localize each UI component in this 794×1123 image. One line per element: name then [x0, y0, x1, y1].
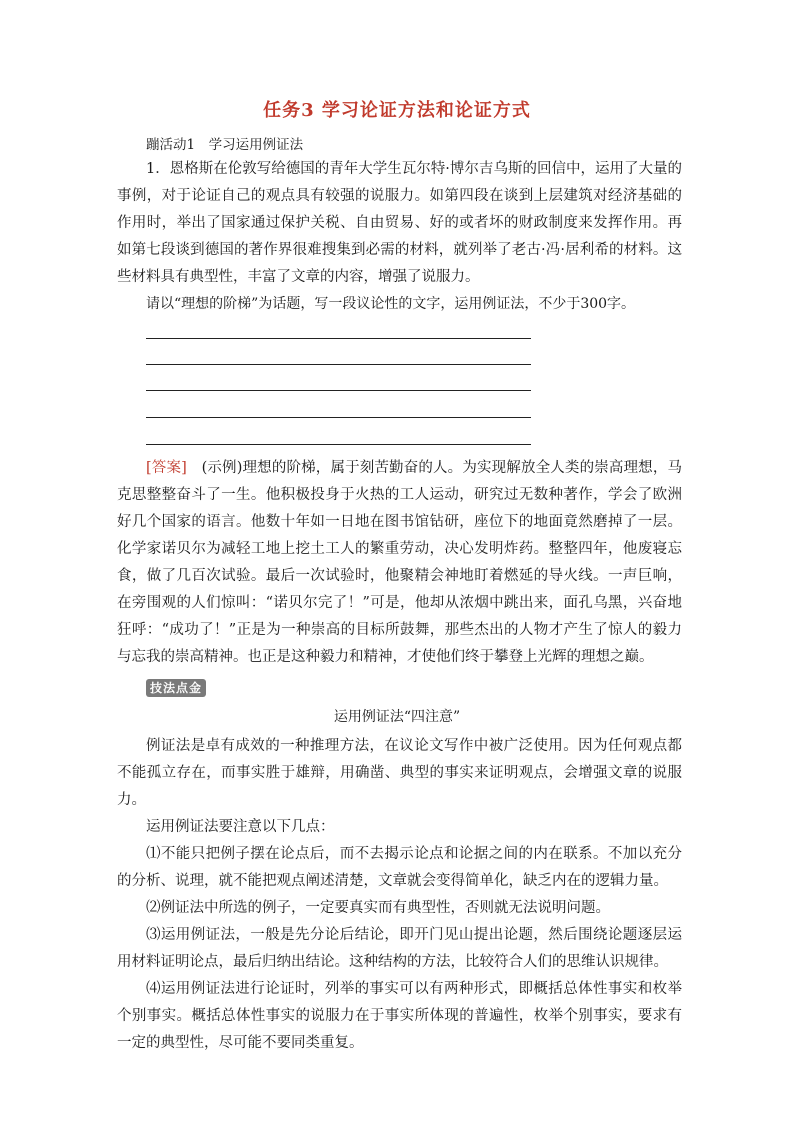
answer-paragraph — [117, 455, 682, 671]
answer-text: (示例)理想的阶梯，属于刻苦勤奋的人。为实现解放全人类的崇高理想，马克思整整奋斗了一生。他积极投身于火热的工人运动，研究过无数种著作，学会了欧洲好几个国家的语言。他数十年如一日地在图书馆钻研，座位下的地面竟然磨掉了一层。化学家诺贝尔为减轻工地上挖土工人的繁重劳动，决心发明炸药。整整四年，他废寝忘食，做了几百次试验。最后一次试验时，他聚精会神地盯着燃延的导火线。一声巨响，在旁围观的人们惊叫：“诺贝尔完了！”可是，他却从浓烟中跳出来，面孔乌黑，兴奋地狂呼：“成功了！”正是为一种崇高的目标所鼓舞，那些杰出的人物才产生了惊人的毅力与忘我的崇高精神。也正是这种毅力和精神，才使他们终于攀登上光辉的理想之巅。 — [117, 460, 682, 665]
body-paragraph: 例证法是卓有成效的一种推理方法，在议论文写作中被广泛使用。因为任何观点都不能孤立存在，而事实胜于雄辩，用确凿、典型的事实来证明观点，会增强文章的说服力。 — [117, 738, 682, 808]
answer-line — [146, 338, 531, 339]
answer-tag: [答案] — [146, 460, 187, 476]
answer-line — [146, 364, 531, 365]
technique-section — [117, 733, 682, 1057]
body-paragraph: ⑷运用例证法进行论证时，列举的事实可以有两种形式，即概括总体性事实和枚举个别事实。概括总体性事实的说服力在于事实所体现的普遍性，枚举个别事实，要求有一定的典型性，尽可能不要同类重复。 — [117, 981, 682, 1051]
answer-line — [146, 390, 531, 391]
body-paragraph: ⑶运用例证法，一般是先分论后结论，即开门见山提出论题，然后围绕论题逐层运用材料证明论点，最后归纳出结论。这种结构的方法，比较符合人们的思维认识规律。 — [117, 927, 682, 970]
intro-paragraph: 1．恩格斯在伦敦写给德国的青年大学生瓦尔特·博尔吉乌斯的回信中，运用了大量的事例，对于论证自己的观点具有较强的说服力。如第四段在谈到上层建筑对经济基础的作用时，举出了国家通过保护关税、自由贸易、好的或者坏的财政制度来发挥作用。再如第七段谈到德国的著作界很难搜集到必需的材料，就列举了老古·冯·居利希的材料。这些材料具有典型性，丰富了文章的内容，增强了说服力。 — [117, 161, 682, 285]
answer-section — [117, 455, 682, 671]
answer-line — [146, 417, 531, 418]
page-title: 任务3 学习论证方法和论证方式 — [263, 100, 531, 121]
section-subtitle: 运用例证法“四注意” — [333, 709, 461, 725]
answer-line — [146, 444, 531, 445]
writing-prompt: 请以“理想的阶梯”为话题，写一段议论性的文字，运用例证法，不少于300字。 — [146, 296, 636, 312]
body-paragraph: 运用例证法要注意以下几点： — [146, 819, 335, 835]
body-paragraph: ⑵例证法中所选的例子，一定要真实而有典型性，否则就无法说明问题。 — [146, 900, 610, 916]
technique-badge: 技法点金 — [146, 679, 206, 697]
activity-heading: 蹦活动1 学习运用例证法 — [146, 137, 304, 153]
body-paragraph: ⑴不能只把例子摆在论点后，而不去揭示论点和论据之间的内在联系。不加以充分的分析、说理，就不能把观点阐述清楚，文章就会变得简单化，缺乏内在的逻辑力量。 — [117, 846, 682, 889]
intro-section — [117, 156, 682, 291]
